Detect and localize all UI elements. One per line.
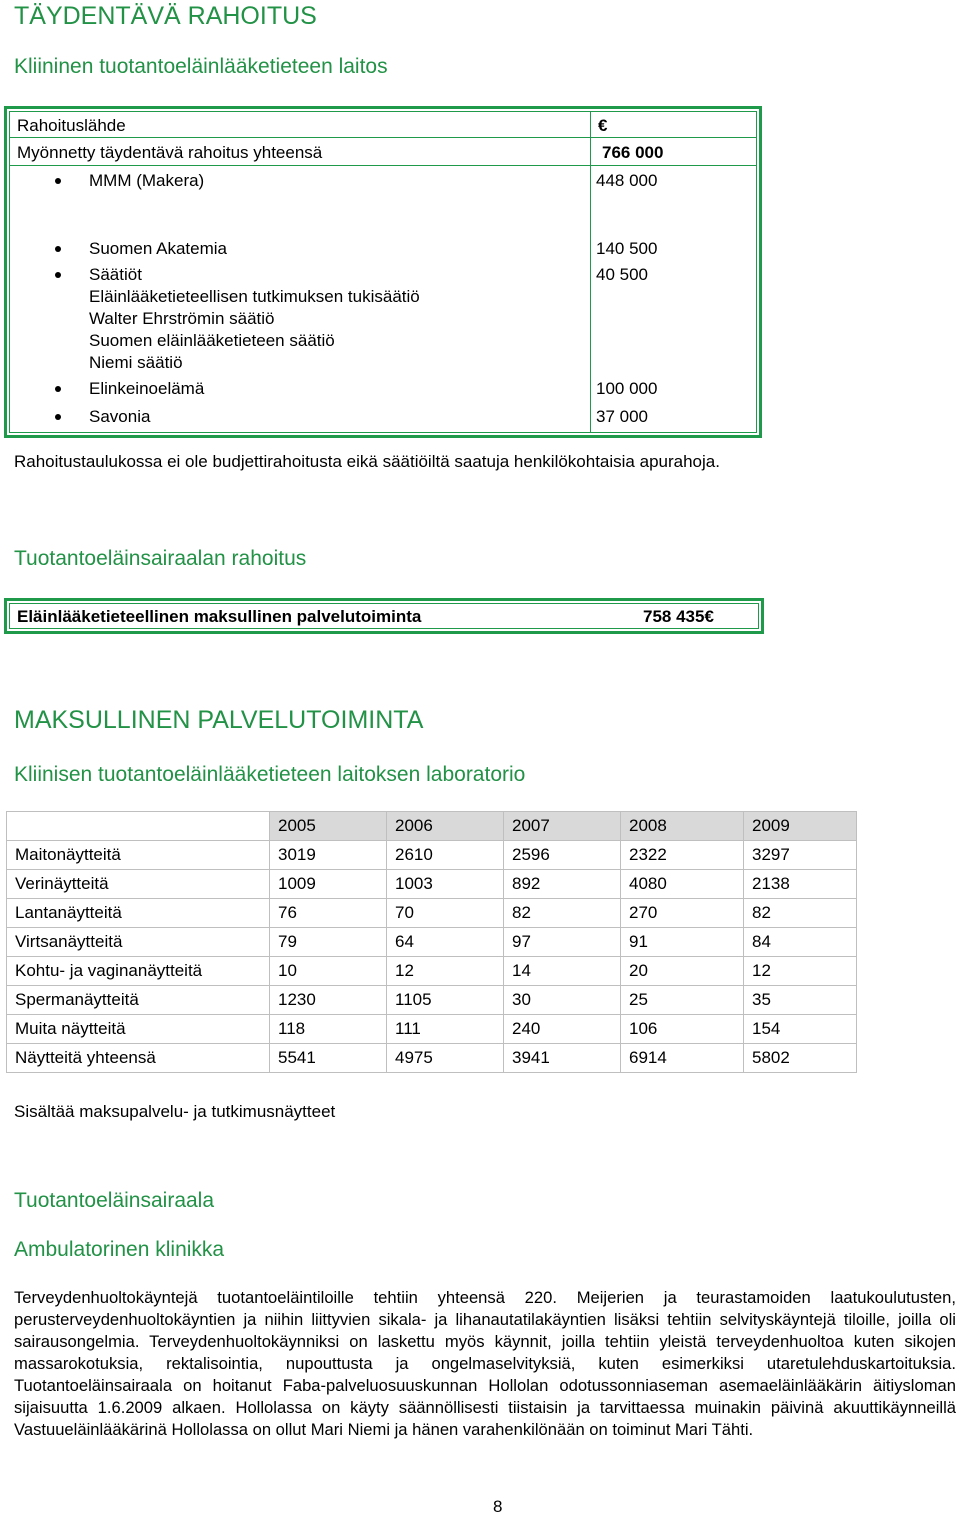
row-label: Maitonäytteitä (7, 841, 270, 870)
funding-item-label: Säätiöt (89, 265, 142, 284)
foundation-name: Niemi säätiö (89, 353, 183, 372)
table-row (7, 986, 857, 1015)
table-cell: 10 (270, 957, 387, 986)
table-cell: 2322 (621, 841, 744, 870)
funding-item-value: 448 000 (596, 171, 658, 190)
table-cell: 118 (270, 1015, 387, 1044)
table-cell: 2596 (504, 841, 621, 870)
table-cell: 25 (621, 986, 744, 1015)
funding-header-label: Rahoituslähde (17, 116, 126, 135)
hospital-heading: Tuotantoeläinsairaala (14, 1189, 215, 1212)
table-header-cell: 2008 (621, 812, 744, 841)
table-cell: 4080 (621, 870, 744, 899)
funding-item-value: 140 500 (596, 239, 658, 258)
table-cell: 20 (621, 957, 744, 986)
table-cell: 1230 (270, 986, 387, 1015)
hospital-funding-row (4, 598, 764, 634)
table-header-cell: 2005 (270, 812, 387, 841)
table-cell: 97 (504, 928, 621, 957)
table-cell: 84 (744, 928, 857, 957)
table-cell: 70 (387, 899, 504, 928)
funding-item-label: Suomen Akatemia (89, 239, 227, 258)
row-label: Spermanäytteitä (7, 986, 270, 1015)
page-title: TÄYDENTÄVÄ RAHOITUS (14, 2, 317, 30)
bullet-icon (55, 178, 61, 184)
table-row (7, 1015, 857, 1044)
table-cell: 4975 (387, 1044, 504, 1073)
table-cell: 3019 (270, 841, 387, 870)
hospital-funding-heading: Tuotantoeläinsairaalan rahoitus (14, 547, 307, 570)
table-cell: 3297 (744, 841, 857, 870)
table-cell: 82 (504, 899, 621, 928)
table-cell: 82 (744, 899, 857, 928)
table-cell: 14 (504, 957, 621, 986)
table-cell: 1003 (387, 870, 504, 899)
table-cell: 1105 (387, 986, 504, 1015)
institute-heading: Kliininen tuotantoeläinlääketieteen laitos (14, 55, 388, 78)
table-cell (7, 812, 270, 841)
table-cell: 154 (744, 1015, 857, 1044)
clinic-paragraph: Terveydenhuoltokäyntejä tuotantoeläintiloille tehtiin yhteensä 220. Meijerien ja teurastamoiden laatukoulutusten, perusterveydenhuoltokäyntien ja niihin liittyvien sikala- ja lihanautatilakäyntien lisäksi tehtiin selvityskäyntejä tiloille, joilla oli sairausongelmia. Terveydenhuoltokäynniksi on laskettu myös käynnit, joilla tehtiin yleistä terveydenhuoltoa kuten sikojen massarokotuksia, rektalisointia, nupouttusta ja ongelmaselvityksiä, kuten esimerkiksi utaretulehduskartoituksia. Tuotantoeläinsairaala on hoitanut Faba-palveluosuuskunnan Hollolan odotussonniaseman asemaeläinlääkärin äitiysloman sijaisuutta 1.6.2009 alkaen. Hollolassa on käyty säännöllisesti tiistaisin ja tarvittaessa muinakin päivinä akuuttikäynneillä Vastuueläinlääkärinä Hollolassa on ollut Mari Niemi ja hänen varahenkilönään on toiminut Mari Tähti. (14, 1288, 956, 1439)
table-row (7, 957, 857, 986)
funding-item-label: MMM (Makera) (89, 171, 205, 190)
samples-note: Sisältää maksupalvelu- ja tutkimusnäytteet (14, 1102, 336, 1121)
row-label: Näytteitä yhteensä (7, 1044, 270, 1073)
hospital-funding-label: Eläinlääketieteellinen maksullinen palvelutoiminta (17, 607, 422, 626)
table-header-cell: 2009 (744, 812, 857, 841)
funding-total-label: Myönnetty täydentävä rahoitus yhteensä (17, 143, 323, 162)
paid-services-heading: MAKSULLINEN PALVELUTOIMINTA (14, 706, 424, 734)
table-cell: 5541 (270, 1044, 387, 1073)
table-cell: 35 (744, 986, 857, 1015)
table-cell: 106 (621, 1015, 744, 1044)
funding-note: Rahoitustaulukossa ei ole budjettirahoitusta eikä säätiöiltä saatuja henkilökohtaisia apurahoja. (14, 452, 720, 471)
bullet-icon (55, 386, 61, 392)
table-header-cell: 2007 (504, 812, 621, 841)
table-header-row (7, 812, 857, 841)
clinic-heading: Ambulatorinen klinikka (14, 1238, 225, 1261)
foundation-name: Suomen eläinlääketieteen säätiö (89, 331, 335, 350)
row-label: Muita näytteitä (7, 1015, 270, 1044)
funding-item-value: 40 500 (596, 265, 648, 284)
bullet-icon (55, 246, 61, 252)
table-cell: 2138 (744, 870, 857, 899)
funding-item-label: Savonia (89, 407, 151, 426)
funding-item-value: 37 000 (596, 407, 648, 426)
table-cell: 5802 (744, 1044, 857, 1073)
table-row (7, 1044, 857, 1073)
table-cell: 6914 (621, 1044, 744, 1073)
funding-item-value: 100 000 (596, 379, 658, 398)
table-cell: 3941 (504, 1044, 621, 1073)
table-cell: 64 (387, 928, 504, 957)
table-cell: 270 (621, 899, 744, 928)
foundation-name: Walter Ehrströmin säätiö (89, 309, 275, 328)
funding-item-label: Elinkeinoelämä (89, 379, 205, 398)
lab-heading: Kliinisen tuotantoeläinlääketieteen laitoksen laboratorio (14, 763, 526, 786)
table-cell: 240 (504, 1015, 621, 1044)
row-label: Lantanäytteitä (7, 899, 270, 928)
table-cell: 111 (387, 1015, 504, 1044)
table-cell: 91 (621, 928, 744, 957)
table-cell: 12 (387, 957, 504, 986)
table-cell: 1009 (270, 870, 387, 899)
table-row (7, 899, 857, 928)
page-number: 8 (493, 1497, 503, 1516)
table-row (7, 928, 857, 957)
table-cell: 12 (744, 957, 857, 986)
samples-table (6, 811, 857, 1073)
table-header-cell: 2006 (387, 812, 504, 841)
funding-header-currency: € (598, 116, 608, 135)
row-label: Kohtu- ja vaginanäytteitä (7, 957, 270, 986)
bullet-icon (55, 272, 61, 278)
table-cell: 892 (504, 870, 621, 899)
bullet-icon (55, 414, 61, 420)
table-cell: 79 (270, 928, 387, 957)
funding-total-value: 766 000 (602, 143, 664, 162)
row-label: Virtsanäytteitä (7, 928, 270, 957)
table-cell: 30 (504, 986, 621, 1015)
hospital-funding-value: 758 435€ (643, 607, 714, 626)
table-row (7, 870, 857, 899)
table-row (7, 841, 857, 870)
table-cell: 76 (270, 899, 387, 928)
funding-table (4, 106, 762, 438)
table-cell: 2610 (387, 841, 504, 870)
foundation-name: Eläinlääketieteellisen tutkimuksen tukisäätiö (89, 287, 420, 306)
row-label: Verinäytteitä (7, 870, 270, 899)
